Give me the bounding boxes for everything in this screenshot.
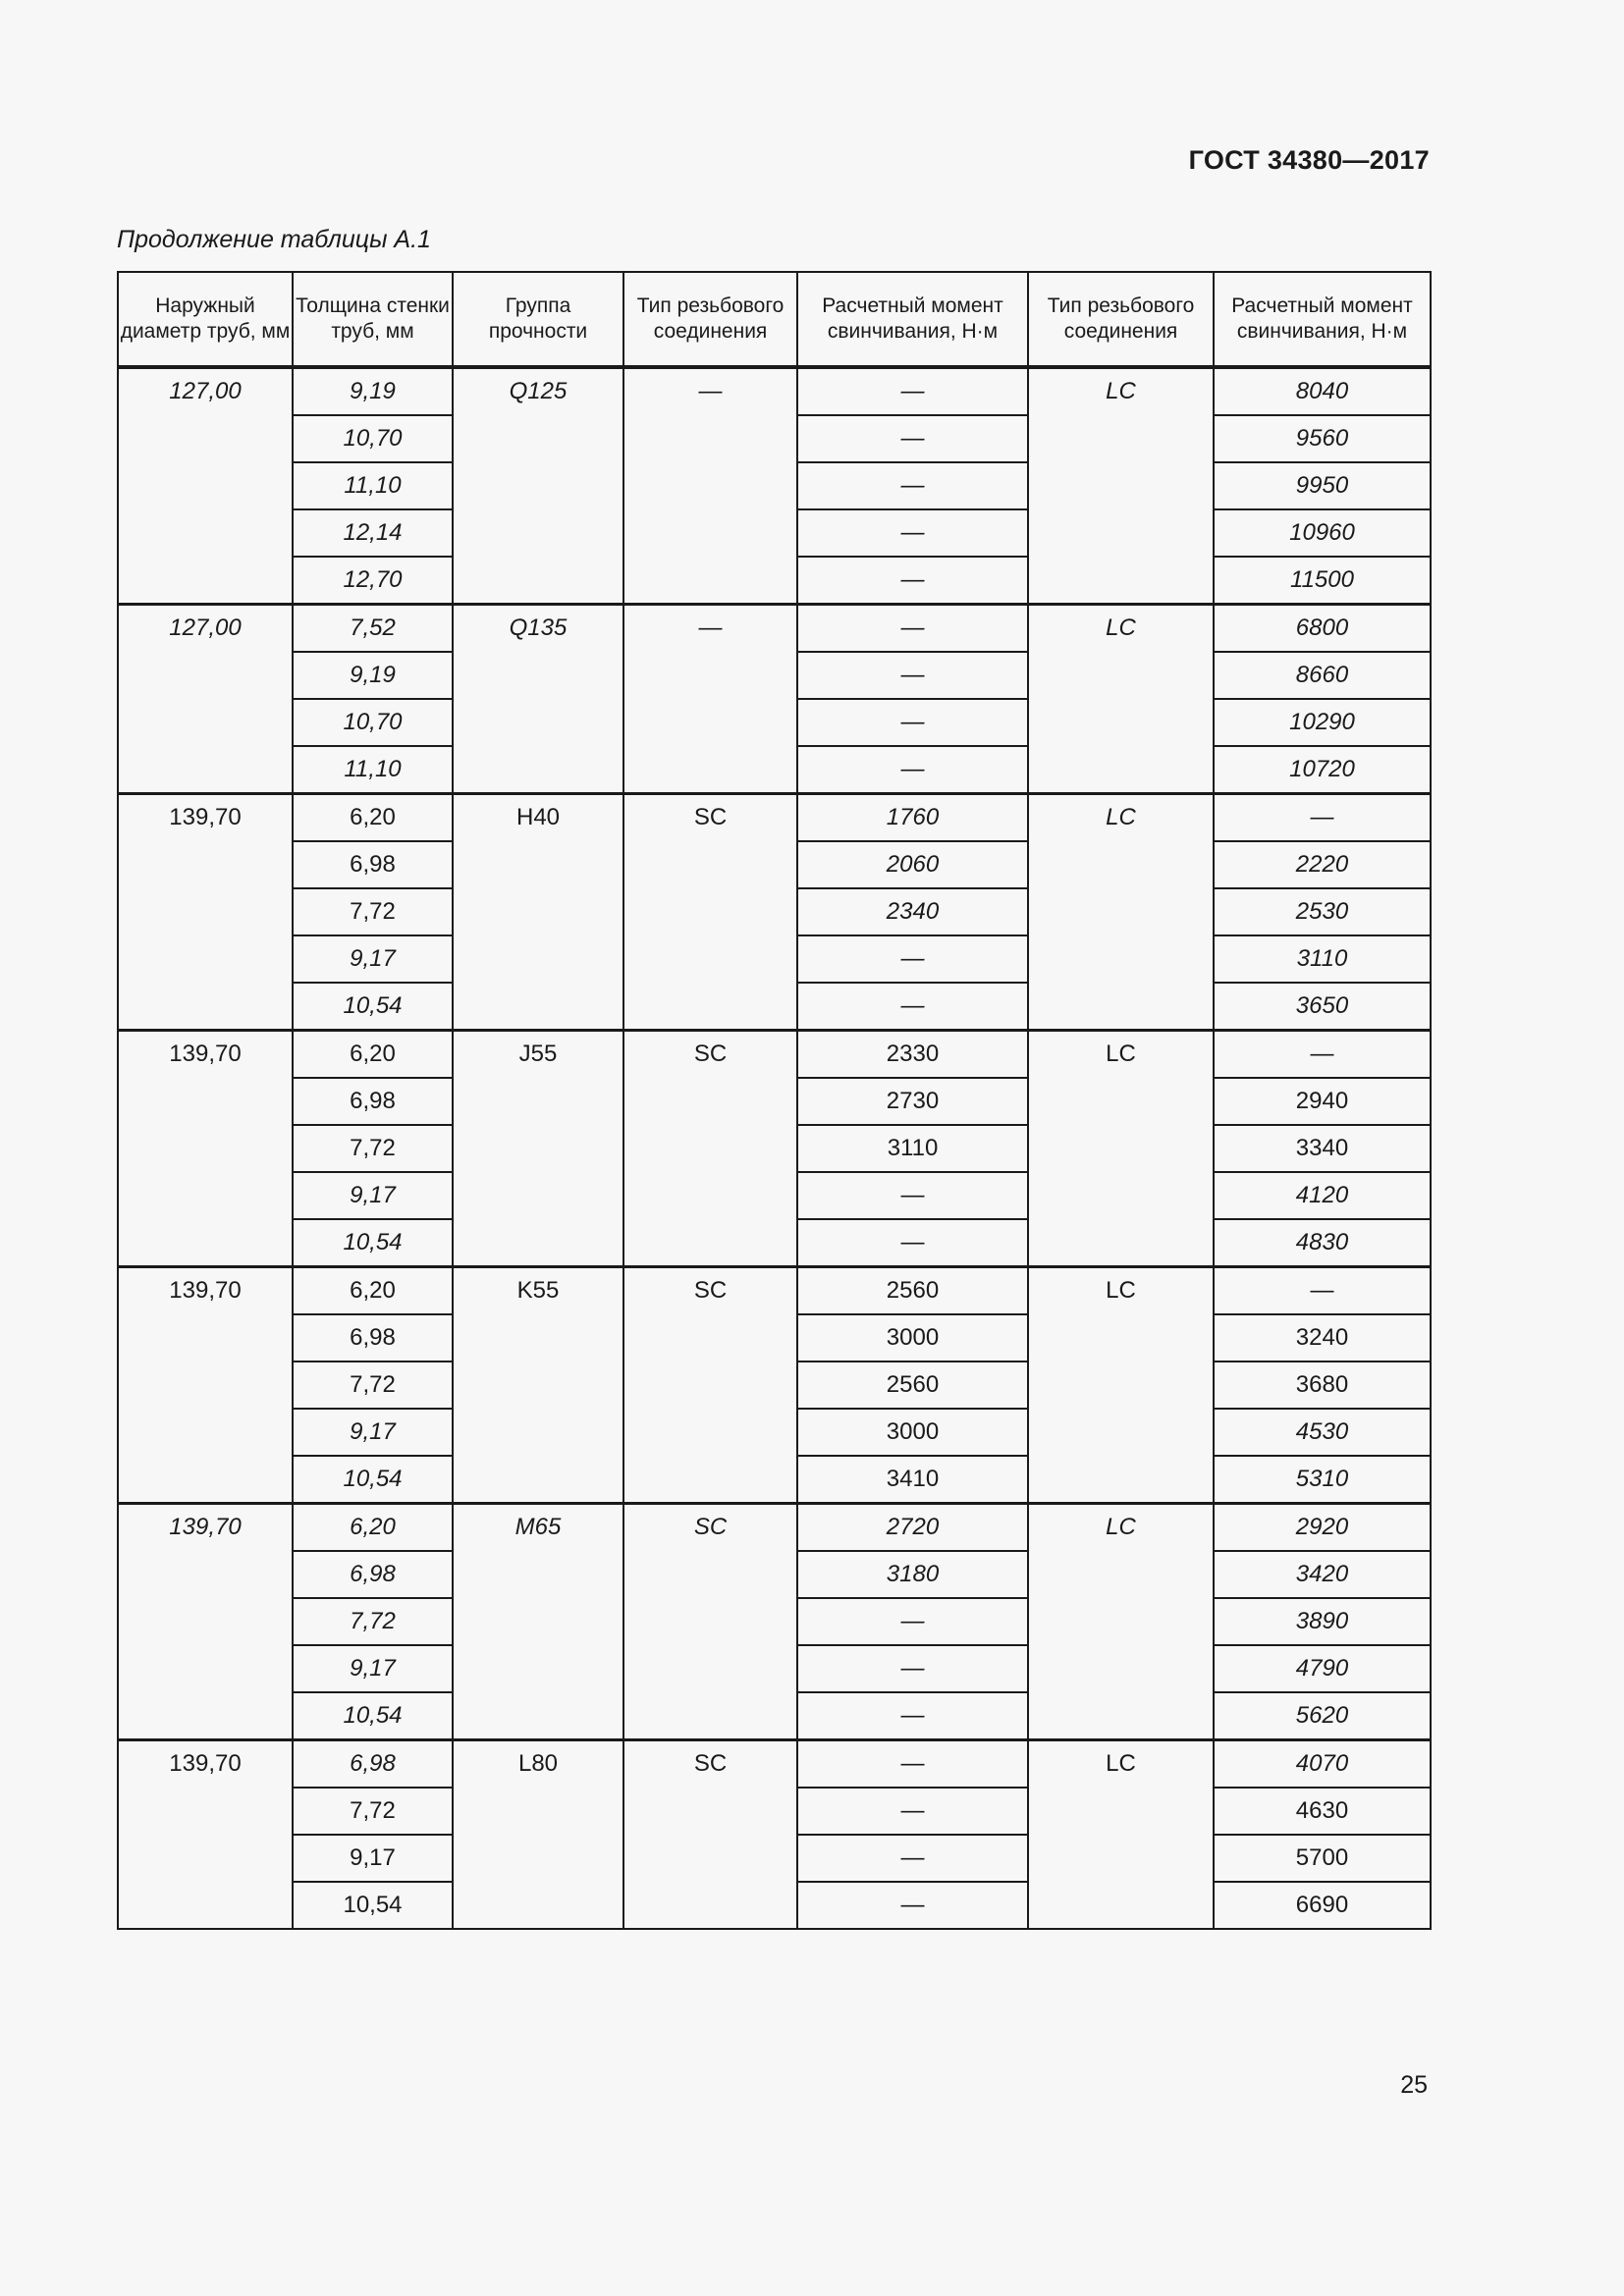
cell-wall: 10,70 <box>293 699 453 746</box>
cell-torque-1: — <box>797 1219 1028 1267</box>
cell-wall: 7,52 <box>293 605 453 653</box>
cell-wall: 10,54 <box>293 1456 453 1504</box>
cell-torque-1: 3000 <box>797 1314 1028 1362</box>
cell-wall: 11,10 <box>293 746 453 794</box>
cell-torque-1: — <box>797 746 1028 794</box>
col-header-wall: Толщина стенки труб, мм <box>293 272 453 367</box>
cell-grade: L80 <box>453 1740 623 1930</box>
cell-thread-type-1: — <box>623 605 797 794</box>
cell-torque-2: 5700 <box>1214 1835 1431 1882</box>
cell-grade: Q135 <box>453 605 623 794</box>
cell-torque-2: 11500 <box>1214 557 1431 605</box>
cell-wall: 6,20 <box>293 1267 453 1315</box>
cell-wall: 6,98 <box>293 1551 453 1598</box>
cell-torque-2: 2920 <box>1214 1504 1431 1552</box>
cell-torque-2: 3650 <box>1214 983 1431 1031</box>
cell-torque-2: — <box>1214 794 1431 842</box>
cell-wall: 9,17 <box>293 1835 453 1882</box>
cell-diameter: 127,00 <box>118 605 293 794</box>
cell-torque-1: — <box>797 983 1028 1031</box>
cell-thread-type-1: SC <box>623 1740 797 1930</box>
cell-torque-1: — <box>797 699 1028 746</box>
col-header-thread-type-2: Тип резьбового соединения <box>1028 272 1214 367</box>
cell-torque-2: 10720 <box>1214 746 1431 794</box>
cell-wall: 12,70 <box>293 557 453 605</box>
cell-torque-2: 4120 <box>1214 1172 1431 1219</box>
table-row <box>118 1504 1431 1552</box>
cell-wall: 10,54 <box>293 1219 453 1267</box>
cell-torque-2: 4530 <box>1214 1409 1431 1456</box>
table-row <box>118 367 1431 415</box>
cell-wall: 9,19 <box>293 652 453 699</box>
col-header-grade: Группа прочности <box>453 272 623 367</box>
table-caption: Продолжение таблицы А.1 <box>117 226 431 253</box>
cell-torque-2: — <box>1214 1267 1431 1315</box>
cell-torque-2: 10290 <box>1214 699 1431 746</box>
cell-wall: 10,54 <box>293 1882 453 1929</box>
cell-grade: H40 <box>453 794 623 1031</box>
cell-diameter: 139,70 <box>118 1031 293 1267</box>
cell-torque-2: 4630 <box>1214 1788 1431 1835</box>
cell-torque-1: — <box>797 605 1028 653</box>
cell-grade: M65 <box>453 1504 623 1740</box>
document-header: ГОСТ 34380—2017 <box>1188 145 1430 175</box>
cell-torque-1: 3000 <box>797 1409 1028 1456</box>
cell-torque-1: — <box>797 1692 1028 1740</box>
cell-torque-1: — <box>797 367 1028 415</box>
cell-torque-2: 4830 <box>1214 1219 1431 1267</box>
cell-wall: 6,98 <box>293 1314 453 1362</box>
cell-wall: 6,98 <box>293 1740 453 1789</box>
cell-grade: K55 <box>453 1267 623 1504</box>
cell-torque-2: 9560 <box>1214 415 1431 462</box>
cell-thread-type-2: LC <box>1028 605 1214 794</box>
cell-wall: 9,19 <box>293 367 453 415</box>
cell-torque-2: 3110 <box>1214 935 1431 983</box>
cell-torque-2: 3240 <box>1214 1314 1431 1362</box>
cell-torque-1: — <box>797 1598 1028 1645</box>
cell-torque-2: 5310 <box>1214 1456 1431 1504</box>
table-header <box>118 272 1431 367</box>
cell-wall: 7,72 <box>293 1125 453 1172</box>
cell-wall: 11,10 <box>293 462 453 509</box>
cell-torque-1: 2560 <box>797 1362 1028 1409</box>
cell-torque-2: 9950 <box>1214 462 1431 509</box>
cell-grade: J55 <box>453 1031 623 1267</box>
table-row <box>118 605 1431 653</box>
cell-diameter: 139,70 <box>118 1504 293 1740</box>
cell-torque-2: 3340 <box>1214 1125 1431 1172</box>
cell-torque-1: 3180 <box>797 1551 1028 1598</box>
cell-torque-2: 2940 <box>1214 1078 1431 1125</box>
cell-torque-1: 3410 <box>797 1456 1028 1504</box>
cell-torque-1: — <box>797 509 1028 557</box>
cell-wall: 10,70 <box>293 415 453 462</box>
cell-torque-1: 1760 <box>797 794 1028 842</box>
cell-wall: 9,17 <box>293 935 453 983</box>
cell-torque-1: 2060 <box>797 841 1028 888</box>
cell-torque-2: 2220 <box>1214 841 1431 888</box>
cell-wall: 10,54 <box>293 983 453 1031</box>
cell-torque-1: — <box>797 1788 1028 1835</box>
cell-torque-2: 6800 <box>1214 605 1431 653</box>
cell-thread-type-2: LC <box>1028 1031 1214 1267</box>
cell-wall: 12,14 <box>293 509 453 557</box>
cell-torque-1: — <box>797 1645 1028 1692</box>
col-header-torque-2: Расчетный момент свинчивания, Н·м <box>1214 272 1431 367</box>
cell-torque-2: 3680 <box>1214 1362 1431 1409</box>
cell-torque-1: 2340 <box>797 888 1028 935</box>
cell-wall: 6,20 <box>293 794 453 842</box>
cell-torque-1: 2330 <box>797 1031 1028 1079</box>
cell-thread-type-1: SC <box>623 1031 797 1267</box>
cell-thread-type-1: SC <box>623 1504 797 1740</box>
col-header-diameter: Наружный диаметр труб, мм <box>118 272 293 367</box>
page-number: 25 <box>1400 2071 1428 2099</box>
cell-thread-type-2: LC <box>1028 1740 1214 1930</box>
cell-wall: 10,54 <box>293 1692 453 1740</box>
table-body <box>118 367 1431 1929</box>
cell-torque-2: 3420 <box>1214 1551 1431 1598</box>
cell-wall: 6,98 <box>293 1078 453 1125</box>
table-row <box>118 1267 1431 1315</box>
cell-torque-1: 2730 <box>797 1078 1028 1125</box>
cell-torque-2: 4790 <box>1214 1645 1431 1692</box>
cell-thread-type-1: SC <box>623 1267 797 1504</box>
cell-diameter: 139,70 <box>118 1267 293 1504</box>
cell-torque-1: — <box>797 1835 1028 1882</box>
cell-wall: 6,20 <box>293 1031 453 1079</box>
cell-torque-2: 10960 <box>1214 509 1431 557</box>
table-row <box>118 1740 1431 1789</box>
cell-torque-1: — <box>797 1882 1028 1929</box>
cell-diameter: 139,70 <box>118 1740 293 1930</box>
cell-thread-type-2: LC <box>1028 1504 1214 1740</box>
cell-torque-1: — <box>797 415 1028 462</box>
cell-thread-type-1: — <box>623 367 797 605</box>
cell-torque-2: 8660 <box>1214 652 1431 699</box>
cell-torque-1: 2560 <box>797 1267 1028 1315</box>
cell-torque-1: 3110 <box>797 1125 1028 1172</box>
cell-torque-2: 8040 <box>1214 367 1431 415</box>
cell-torque-1: 2720 <box>797 1504 1028 1552</box>
cell-thread-type-1: SC <box>623 794 797 1031</box>
cell-thread-type-2: LC <box>1028 367 1214 605</box>
cell-torque-2: — <box>1214 1031 1431 1079</box>
cell-thread-type-2: LC <box>1028 794 1214 1031</box>
cell-torque-2: 2530 <box>1214 888 1431 935</box>
cell-torque-2: 3890 <box>1214 1598 1431 1645</box>
cell-torque-1: — <box>797 1172 1028 1219</box>
cell-wall: 7,72 <box>293 1598 453 1645</box>
cell-diameter: 139,70 <box>118 794 293 1031</box>
cell-wall: 9,17 <box>293 1172 453 1219</box>
cell-wall: 7,72 <box>293 1788 453 1835</box>
cell-wall: 7,72 <box>293 1362 453 1409</box>
cell-torque-2: 4070 <box>1214 1740 1431 1789</box>
cell-torque-1: — <box>797 462 1028 509</box>
cell-torque-2: 6690 <box>1214 1882 1431 1929</box>
table-row <box>118 1031 1431 1079</box>
cell-wall: 9,17 <box>293 1645 453 1692</box>
cell-wall: 9,17 <box>293 1409 453 1456</box>
cell-torque-1: — <box>797 652 1028 699</box>
cell-grade: Q125 <box>453 367 623 605</box>
cell-thread-type-2: LC <box>1028 1267 1214 1504</box>
cell-torque-1: — <box>797 1740 1028 1789</box>
cell-diameter: 127,00 <box>118 367 293 605</box>
table-row <box>118 794 1431 842</box>
cell-torque-1: — <box>797 935 1028 983</box>
cell-torque-1: — <box>797 557 1028 605</box>
col-header-thread-type-1: Тип резьбового соединения <box>623 272 797 367</box>
torque-table <box>117 271 1432 1930</box>
cell-wall: 6,98 <box>293 841 453 888</box>
col-header-torque-1: Расчетный момент свинчивания, Н·м <box>797 272 1028 367</box>
cell-wall: 7,72 <box>293 888 453 935</box>
cell-wall: 6,20 <box>293 1504 453 1552</box>
cell-torque-2: 5620 <box>1214 1692 1431 1740</box>
